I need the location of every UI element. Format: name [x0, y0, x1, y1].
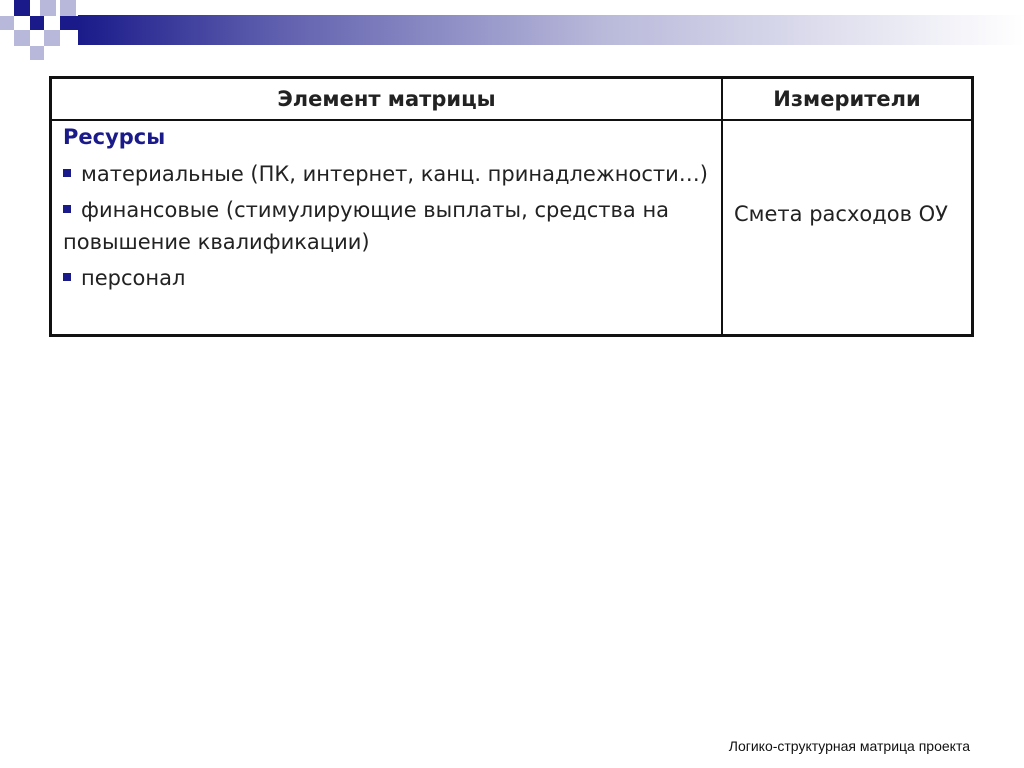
decor-square — [30, 16, 44, 30]
decor-square — [14, 30, 30, 46]
decor-square — [14, 0, 30, 16]
list-item-text: финансовые (стимулирующие выплаты, средства на повышение квалификации) — [63, 198, 670, 254]
square-bullet-icon — [63, 169, 71, 177]
list-item — [63, 194, 711, 258]
header-element: Элемент матрицы — [277, 87, 496, 111]
list-item — [63, 262, 711, 294]
header-measures: Измерители — [773, 87, 921, 111]
matrix-table — [49, 76, 974, 337]
header-gradient-bar — [78, 15, 1024, 45]
resources-cell — [63, 125, 711, 298]
decor-square — [40, 0, 56, 16]
decor-square — [60, 16, 78, 30]
decor-square — [0, 16, 14, 30]
resources-title: Ресурсы — [63, 125, 166, 149]
square-bullet-icon — [63, 273, 71, 281]
list-item-text: персонал — [81, 266, 186, 290]
decor-square — [60, 0, 76, 16]
row-divider — [52, 119, 971, 121]
measure-cell: Смета расходов ОУ — [734, 202, 948, 226]
decor-square — [30, 46, 44, 60]
list-item-text: материальные (ПК, интернет, канц. принадлежности…) — [81, 162, 708, 186]
square-bullet-icon — [63, 205, 71, 213]
decor-square — [44, 30, 60, 46]
list-item — [63, 158, 711, 190]
slide-footer: Логико-структурная матрица проекта — [728, 738, 970, 754]
